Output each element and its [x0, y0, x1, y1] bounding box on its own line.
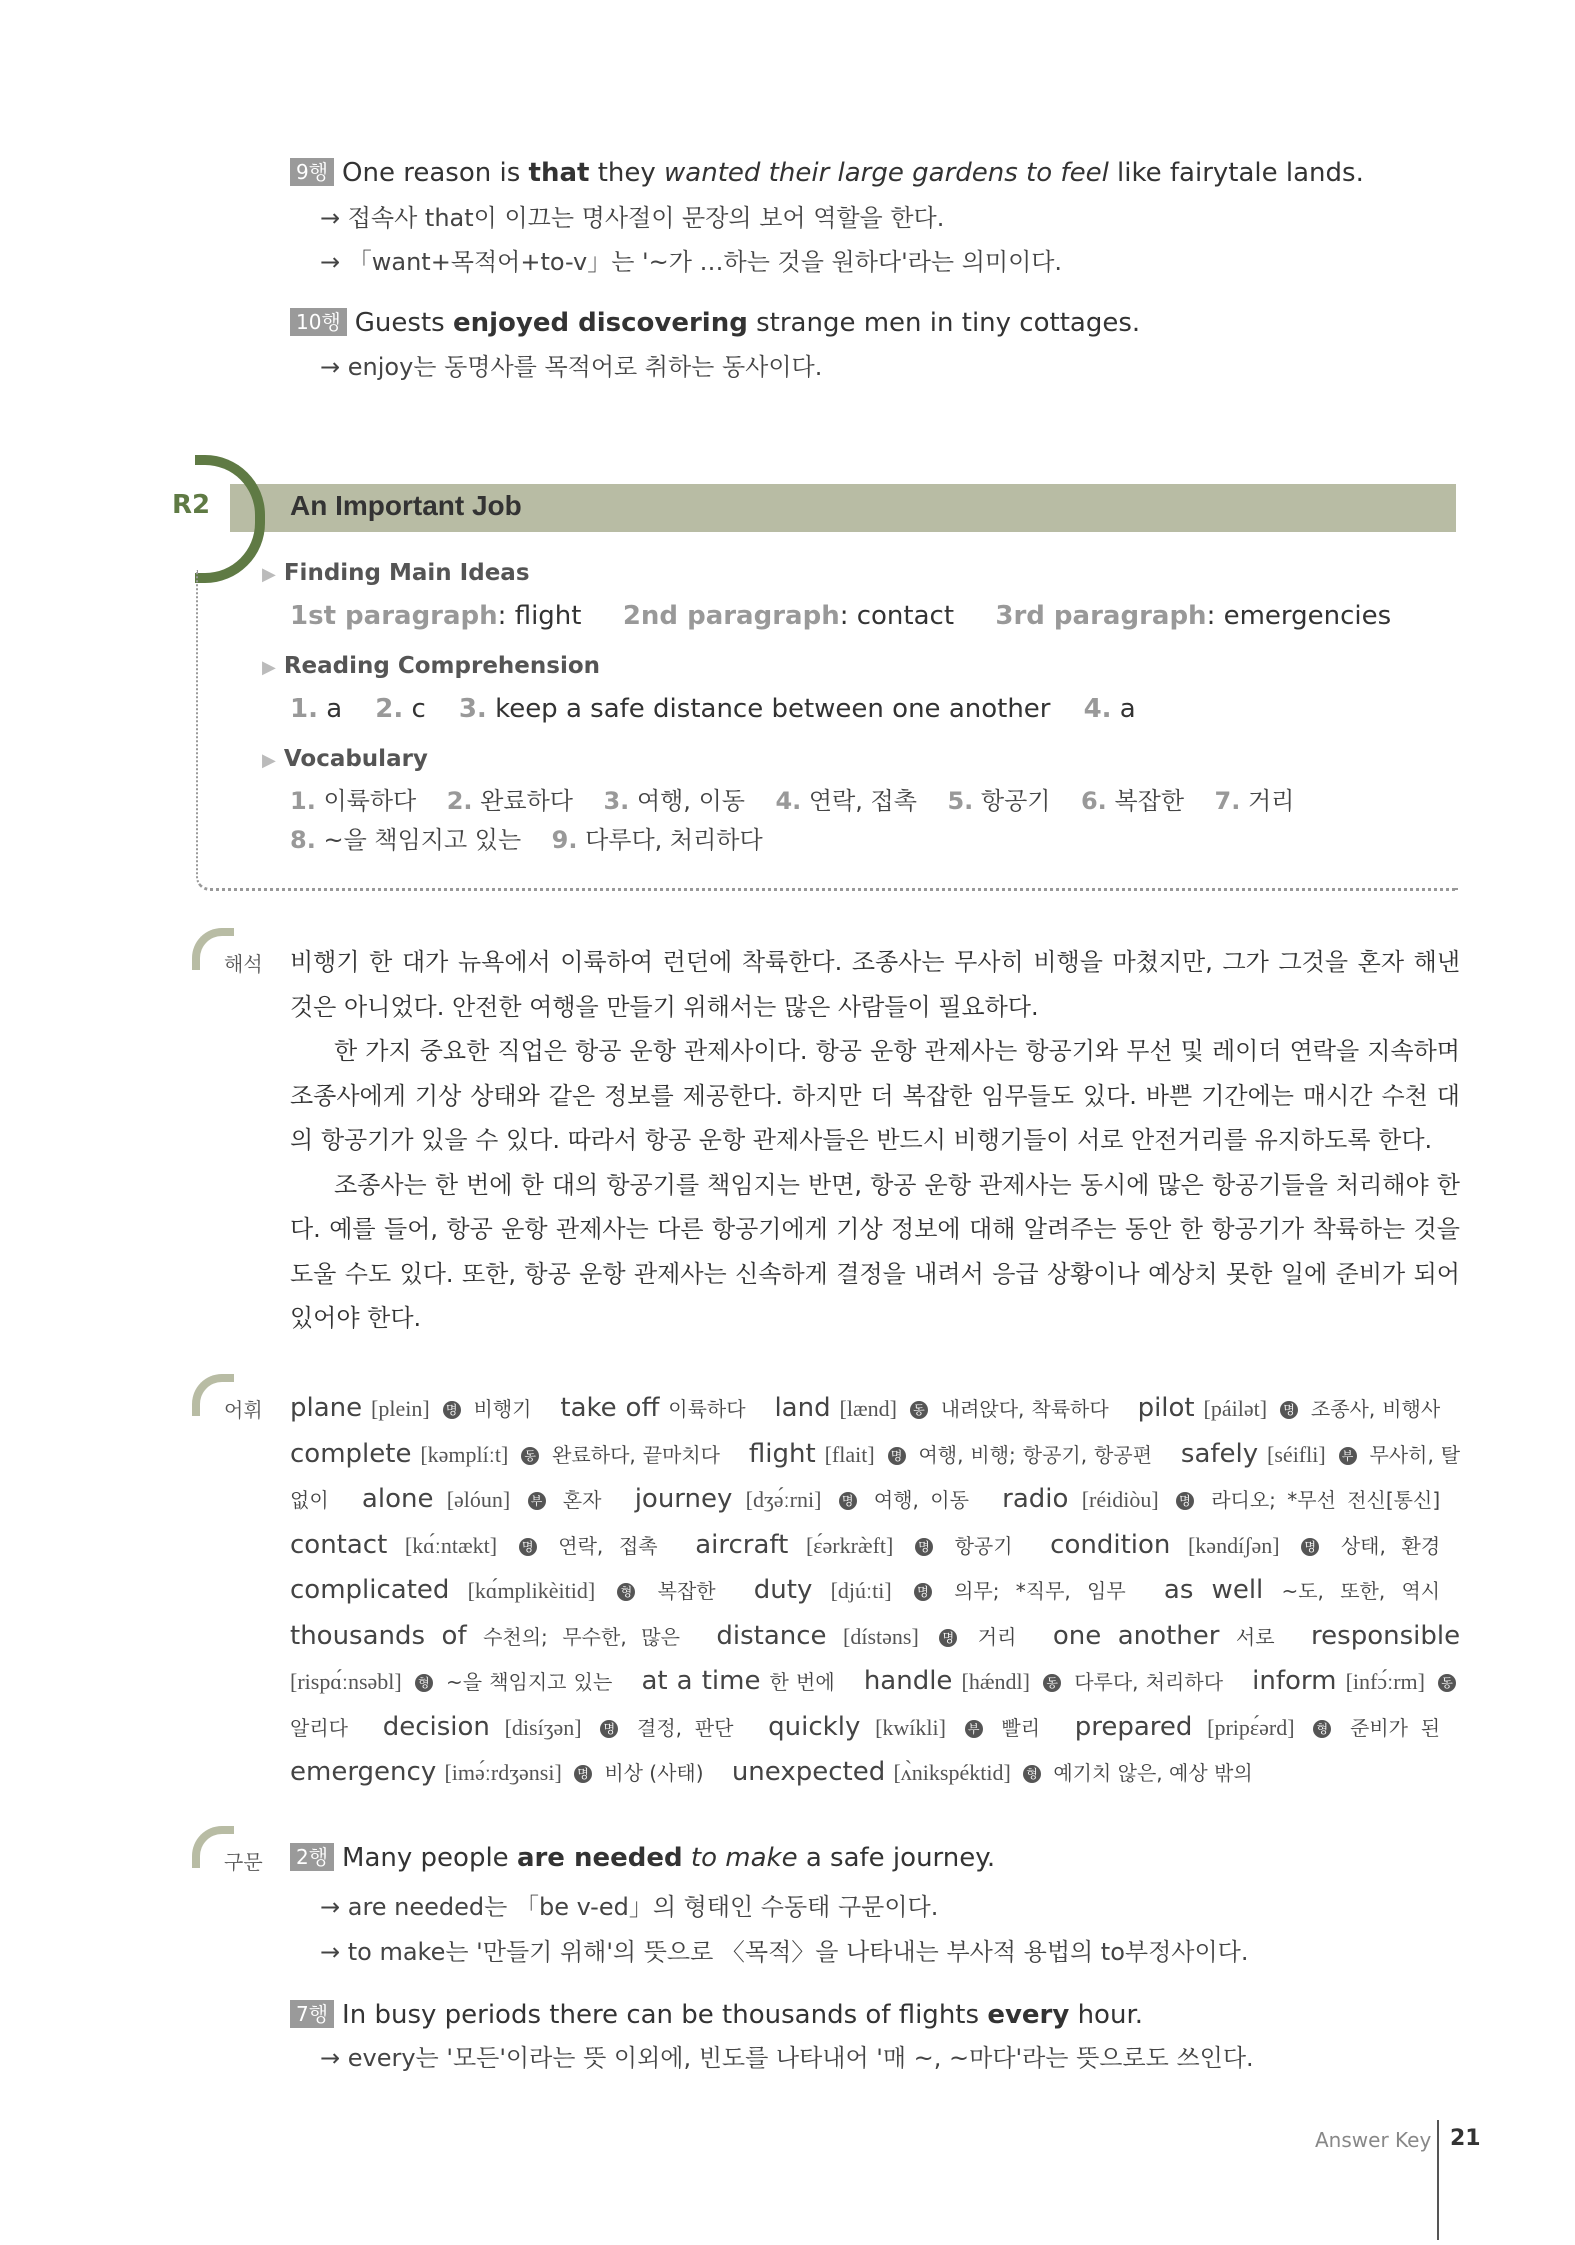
pos-icon: 동 — [910, 1401, 928, 1419]
word: distance — [716, 1620, 827, 1651]
num: 4. — [775, 787, 802, 815]
word-entry — [641, 1666, 843, 1696]
word-entry — [290, 1757, 712, 1787]
pos-icon: 명 — [939, 1629, 957, 1647]
pronunciation: [imə́ːrdʒənsi] — [444, 1760, 562, 1785]
pronunciation: [hǽndl] — [961, 1669, 1030, 1694]
text: strange men in tiny cottages. — [747, 308, 1141, 338]
pos-icon: 동 — [1438, 1674, 1456, 1692]
answer: ~을 책임지고 있는 — [323, 826, 522, 854]
num: 4. — [1083, 694, 1112, 724]
word-entry — [1138, 1393, 1441, 1423]
footer-divider — [1437, 2120, 1439, 2240]
pronunciation: [dʒə́ːrni] — [745, 1487, 822, 1512]
meaning: 복잡한 — [657, 1579, 716, 1603]
pronunciation: [ʌ̀nikspéktid] — [893, 1760, 1011, 1785]
num: 2. — [375, 694, 404, 724]
word: as well — [1163, 1575, 1264, 1605]
word: complete — [290, 1438, 412, 1469]
answer: keep a safe distance between one another — [495, 694, 1051, 724]
pos-icon: 부 — [965, 1720, 983, 1738]
meaning: 항공기 — [954, 1533, 1013, 1558]
pronunciation: [flait] — [824, 1441, 875, 1467]
pos-icon: 형 — [415, 1674, 433, 1692]
word: decision — [382, 1711, 490, 1742]
word-entry — [695, 1530, 1030, 1560]
translation-label: 해석 — [224, 952, 263, 976]
triangle-icon: ▶ — [262, 657, 276, 678]
pos-icon: 명 — [914, 1583, 932, 1601]
word: radio — [1002, 1484, 1069, 1514]
meaning: 결정, 판단 — [637, 1715, 734, 1740]
num: 5. — [947, 787, 974, 815]
num: 8. — [290, 826, 316, 854]
word-entry — [1075, 1712, 1440, 1742]
reading-heading — [262, 653, 600, 679]
text: like fairytale lands. — [1108, 158, 1364, 188]
pos-icon: 명 — [1301, 1538, 1319, 1556]
meaning: 준비가 된 — [1350, 1715, 1441, 1740]
text — [683, 1843, 691, 1873]
pronunciation: [kwíkli] — [875, 1714, 946, 1740]
meaning: 서로 — [1235, 1624, 1275, 1649]
label: 2nd paragraph — [622, 601, 840, 631]
word-entry — [290, 1530, 675, 1560]
sentence-9 — [290, 155, 1364, 191]
answer: 여행, 이동 — [636, 787, 745, 815]
pos-icon: 동 — [1043, 1674, 1061, 1692]
word: inform — [1252, 1666, 1337, 1696]
note: → 「want+목적어+to-v」는 '~가 …하는 것을 원하다'라는 의미이다. — [320, 248, 1063, 276]
text: to make — [690, 1843, 798, 1873]
meaning: 이륙하다 — [668, 1397, 746, 1421]
meaning: 내려앉다, 착륙하다 — [940, 1397, 1109, 1421]
word: contact — [290, 1529, 388, 1560]
word: handle — [863, 1666, 953, 1696]
pos-icon: 명 — [1280, 1401, 1298, 1419]
word-entry — [290, 1393, 540, 1423]
pronunciation: [əlóun] — [446, 1487, 511, 1512]
pronunciation: [páilət] — [1203, 1396, 1268, 1421]
section-id: R2 — [172, 490, 211, 520]
word-entry — [362, 1484, 615, 1514]
meaning: 완료하다, 끝마치다 — [552, 1442, 720, 1467]
pos-icon: 명 — [574, 1765, 592, 1783]
answer: a — [1119, 694, 1136, 724]
words-label: 어휘 — [224, 1398, 263, 1422]
word: responsible — [1311, 1620, 1461, 1651]
sentence-10 — [290, 305, 1140, 341]
word-entry — [732, 1757, 1253, 1787]
word: at a time — [641, 1666, 761, 1696]
pronunciation: [dístəns] — [843, 1623, 919, 1649]
num: 3. — [458, 694, 487, 724]
pronunciation: [réidiòu] — [1081, 1487, 1159, 1512]
text: In busy periods there can be thousands of flights — [342, 2000, 988, 2030]
label: 3rd paragraph — [995, 601, 1207, 631]
word: complicated — [290, 1575, 450, 1605]
paragraph: 한 가지 중요한 직업은 항공 운항 관제사이다. 항공 운항 관제사는 항공기와 무선 및 레이더 연락을 지속하며 조종사에게 기상 상태와 같은 정보를 제공한다. 하지만 더 복잡한 임무들도 있다. 바쁜 기간에는 매시간 수천 대의 항공기가 있을 수 있다. 따라서 항공 운항 관제사들은 반드시 비행기들이 서로 안전거리를 유지하도록 한다. — [290, 1037, 1460, 1154]
reading-answers — [290, 691, 1136, 727]
meaning: 무사히, 탈 없이 — [290, 1442, 1461, 1512]
structure-label: 구문 — [224, 1850, 263, 1874]
meaning: 조종사, 비행사 — [1310, 1397, 1441, 1421]
finding-answers: 1st paragraph: flight 2nd paragraph: contact 3rd paragraph: emergencies — [290, 601, 1392, 631]
word: land — [774, 1393, 831, 1423]
meaning: 수천의; 무수한, 많은 — [483, 1624, 680, 1649]
pronunciation: [ɛ́ərkræ̀ft] — [805, 1532, 894, 1558]
meaning: 상태, 환경 — [1340, 1533, 1441, 1558]
word-entry — [768, 1712, 1055, 1742]
meaning: 비행기 — [473, 1397, 532, 1421]
triangle-icon: ▶ — [262, 564, 276, 585]
note: → to make는 '만들기 위해'의 뜻으로 〈목적〉을 나타내는 부사적 용법의 to부정사이다. — [320, 1938, 1249, 1966]
section-title: An Important Job — [290, 490, 522, 521]
word: duty — [753, 1575, 813, 1605]
text: Guests — [354, 308, 453, 338]
word: condition — [1050, 1529, 1171, 1560]
text: that — [528, 158, 590, 188]
meaning: 다루다, 처리하다 — [1074, 1670, 1224, 1694]
answer: a — [326, 694, 343, 724]
word: aircraft — [695, 1529, 789, 1560]
meaning: 혼자 — [562, 1488, 602, 1512]
word-entry — [749, 1439, 1161, 1469]
text: Many people — [342, 1843, 517, 1873]
pos-icon: 명 — [1176, 1492, 1194, 1510]
word: emergency — [290, 1757, 437, 1787]
vocabulary-answers-2 — [290, 823, 763, 857]
note: → are needed는 「be v-ed」의 형태인 수동태 구문이다. — [320, 1893, 939, 1921]
text: they — [589, 158, 665, 188]
num: 9. — [551, 826, 578, 854]
pronunciation: [lænd] — [839, 1396, 897, 1421]
word: quickly — [768, 1711, 861, 1742]
finding-heading — [262, 560, 530, 586]
num: 3. — [603, 787, 630, 815]
footer-label: Answer Key — [1315, 2128, 1432, 2152]
line-tag: 7행 — [290, 2000, 334, 2028]
vocabulary-answers-1 — [290, 784, 1294, 818]
heading-text: Vocabulary — [283, 746, 428, 772]
meaning: 의무; *직무, 임무 — [954, 1579, 1126, 1603]
meaning: 연락, 접촉 — [558, 1533, 658, 1558]
pronunciation: [séifli] — [1267, 1441, 1326, 1467]
meaning: 예기치 않은, 예상 밖의 — [1053, 1761, 1253, 1785]
word: alone — [361, 1484, 434, 1514]
pronunciation: [plein] — [371, 1396, 430, 1421]
meaning: 빨리 — [1001, 1715, 1041, 1740]
meaning: 한 번에 — [769, 1670, 835, 1694]
line-tag: 2행 — [290, 1843, 334, 1871]
sentence-7 — [290, 1997, 1143, 2033]
answer: emergencies — [1223, 601, 1392, 631]
meaning: 라디오; *무선 전신[통신] — [1211, 1488, 1441, 1512]
pronunciation: [kəndíʃən] — [1187, 1532, 1280, 1558]
word-entry — [1164, 1575, 1440, 1605]
label: 1st paragraph — [290, 601, 498, 631]
paragraph: 조종사는 한 번에 한 대의 항공기를 책임지는 반면, 항공 운항 관제사는 동시에 많은 항공기들을 처리해야 한다. 예를 들어, 항공 운항 관제사는 다른 항공기에게 기상 정보에 대해 알려주는 동안 한 항공기가 착륙하는 것을 도울 수도 있다. 또한, 항공 운항 관제사는 신속하게 결정을 내려서 응급 상황이나 예상치 못한 일에 준비가 되어 있어야 한다. — [290, 1170, 1460, 1332]
word: pilot — [1137, 1393, 1195, 1423]
pronunciation: [kɑ́mplikèitid] — [467, 1578, 596, 1603]
pronunciation: [disíʒən] — [504, 1714, 582, 1740]
answer: 완료하다 — [480, 787, 573, 815]
answer: flight — [514, 601, 582, 631]
word: journey — [634, 1484, 733, 1514]
pronunciation: [kɑ́ːntækt] — [404, 1532, 498, 1558]
num: 6. — [1080, 787, 1107, 815]
pronunciation: [rispɑ́ːnsəbl] — [290, 1669, 402, 1694]
paragraph: 비행기 한 대가 뉴욕에서 이륙하여 런던에 착륙한다. 조종사는 무사히 비행을 마쳤지만, 그가 그것을 혼자 해낸 것은 아니었다. 안전한 여행을 만들기 위해서는 많은 사람들이 필요하다. — [290, 948, 1460, 1021]
word: safely — [1180, 1438, 1259, 1469]
sentence-2 — [290, 1840, 995, 1876]
pos-icon: 명 — [839, 1492, 857, 1510]
word: plane — [290, 1393, 363, 1423]
answer: 다루다, 처리하다 — [585, 826, 763, 854]
line-tag: 10행 — [290, 308, 347, 336]
meaning: 거리 — [977, 1624, 1017, 1649]
pos-icon: 부 — [1339, 1447, 1357, 1465]
pos-icon: 형 — [617, 1583, 635, 1601]
word: flight — [748, 1438, 816, 1469]
meaning: ~을 책임지고 있는 — [445, 1670, 613, 1694]
num: 1. — [290, 787, 316, 815]
answer: 연락, 접촉 — [808, 787, 917, 815]
vocabulary-heading — [262, 746, 428, 772]
answer: 항공기 — [980, 787, 1051, 815]
pronunciation: [djúːti] — [830, 1578, 892, 1603]
answer: 복잡한 — [1114, 787, 1185, 815]
pos-icon: 명 — [443, 1401, 461, 1419]
pos-icon: 명 — [519, 1538, 537, 1556]
meaning: 여행, 비행; 항공기, 항공편 — [918, 1442, 1153, 1467]
translation-text — [290, 940, 1460, 1341]
pronunciation: [infɔ́ːrm] — [1345, 1669, 1425, 1694]
word-entry — [1053, 1621, 1291, 1651]
word-entry — [1050, 1530, 1440, 1560]
line-tag: 9행 — [290, 158, 334, 186]
word: one another — [1052, 1620, 1220, 1651]
note: → enjoy는 동명사를 목적어로 취하는 동사이다. — [320, 353, 823, 381]
num: 7. — [1214, 787, 1241, 815]
meaning: 비상 (사태) — [604, 1761, 704, 1785]
page-number: 21 — [1450, 2126, 1481, 2151]
pos-icon: 명 — [600, 1720, 618, 1738]
word: thousands of — [290, 1620, 467, 1651]
word-entry — [716, 1621, 1033, 1651]
text: every — [987, 2000, 1070, 2030]
pronunciation: [pripɛ́ərd] — [1207, 1714, 1295, 1740]
word-entry — [864, 1666, 1232, 1696]
meaning: ~도, 또한, 역시 — [1281, 1579, 1441, 1603]
word-entry — [290, 1575, 734, 1605]
text: hour. — [1069, 2000, 1144, 2030]
text: wanted their large gardens to feel — [664, 158, 1109, 188]
word-entry — [635, 1484, 982, 1514]
word-entry — [1002, 1484, 1440, 1514]
word: prepared — [1074, 1711, 1193, 1742]
num: 2. — [446, 787, 473, 815]
pos-icon: 동 — [521, 1447, 539, 1465]
note: → every는 '모든'이라는 뜻 이외에, 빈도를 나타내어 '매 ~, ~마다'라는 뜻으로도 쓰인다. — [320, 2044, 1254, 2072]
word: unexpected — [731, 1757, 886, 1787]
pronunciation: [kəmplíːt] — [420, 1441, 509, 1467]
answer: 이륙하다 — [323, 787, 417, 815]
pos-icon: 명 — [888, 1447, 906, 1465]
text: are needed — [516, 1843, 683, 1873]
note: → 접속사 that이 이끄는 명사절이 문장의 보어 역할을 한다. — [320, 204, 945, 232]
text: enjoyed discovering — [452, 308, 748, 338]
triangle-icon: ▶ — [262, 750, 276, 771]
meaning: 여행, 이동 — [873, 1488, 969, 1512]
answer: c — [411, 694, 426, 724]
word-list — [290, 1386, 1460, 1796]
num: 1. — [290, 694, 318, 724]
heading-text: Reading Comprehension — [283, 653, 601, 679]
meaning: 알리다 — [290, 1715, 348, 1740]
text: a safe journey. — [797, 1843, 996, 1873]
word-entry — [754, 1575, 1144, 1605]
heading-text: Finding Main Ideas — [283, 560, 530, 586]
answer: 거리 — [1248, 787, 1295, 815]
word-entry — [774, 1393, 1117, 1423]
answer: contact — [856, 601, 955, 631]
pos-icon: 형 — [1023, 1765, 1041, 1783]
pos-icon: 명 — [915, 1538, 933, 1556]
word-entry — [383, 1712, 748, 1742]
word-entry — [290, 1439, 729, 1469]
word: take off — [560, 1393, 660, 1423]
word-entry — [560, 1393, 754, 1423]
pos-icon: 형 — [1313, 1720, 1331, 1738]
text: One reason is — [342, 158, 529, 188]
pos-icon: 부 — [528, 1492, 546, 1510]
word-entry — [290, 1621, 696, 1651]
